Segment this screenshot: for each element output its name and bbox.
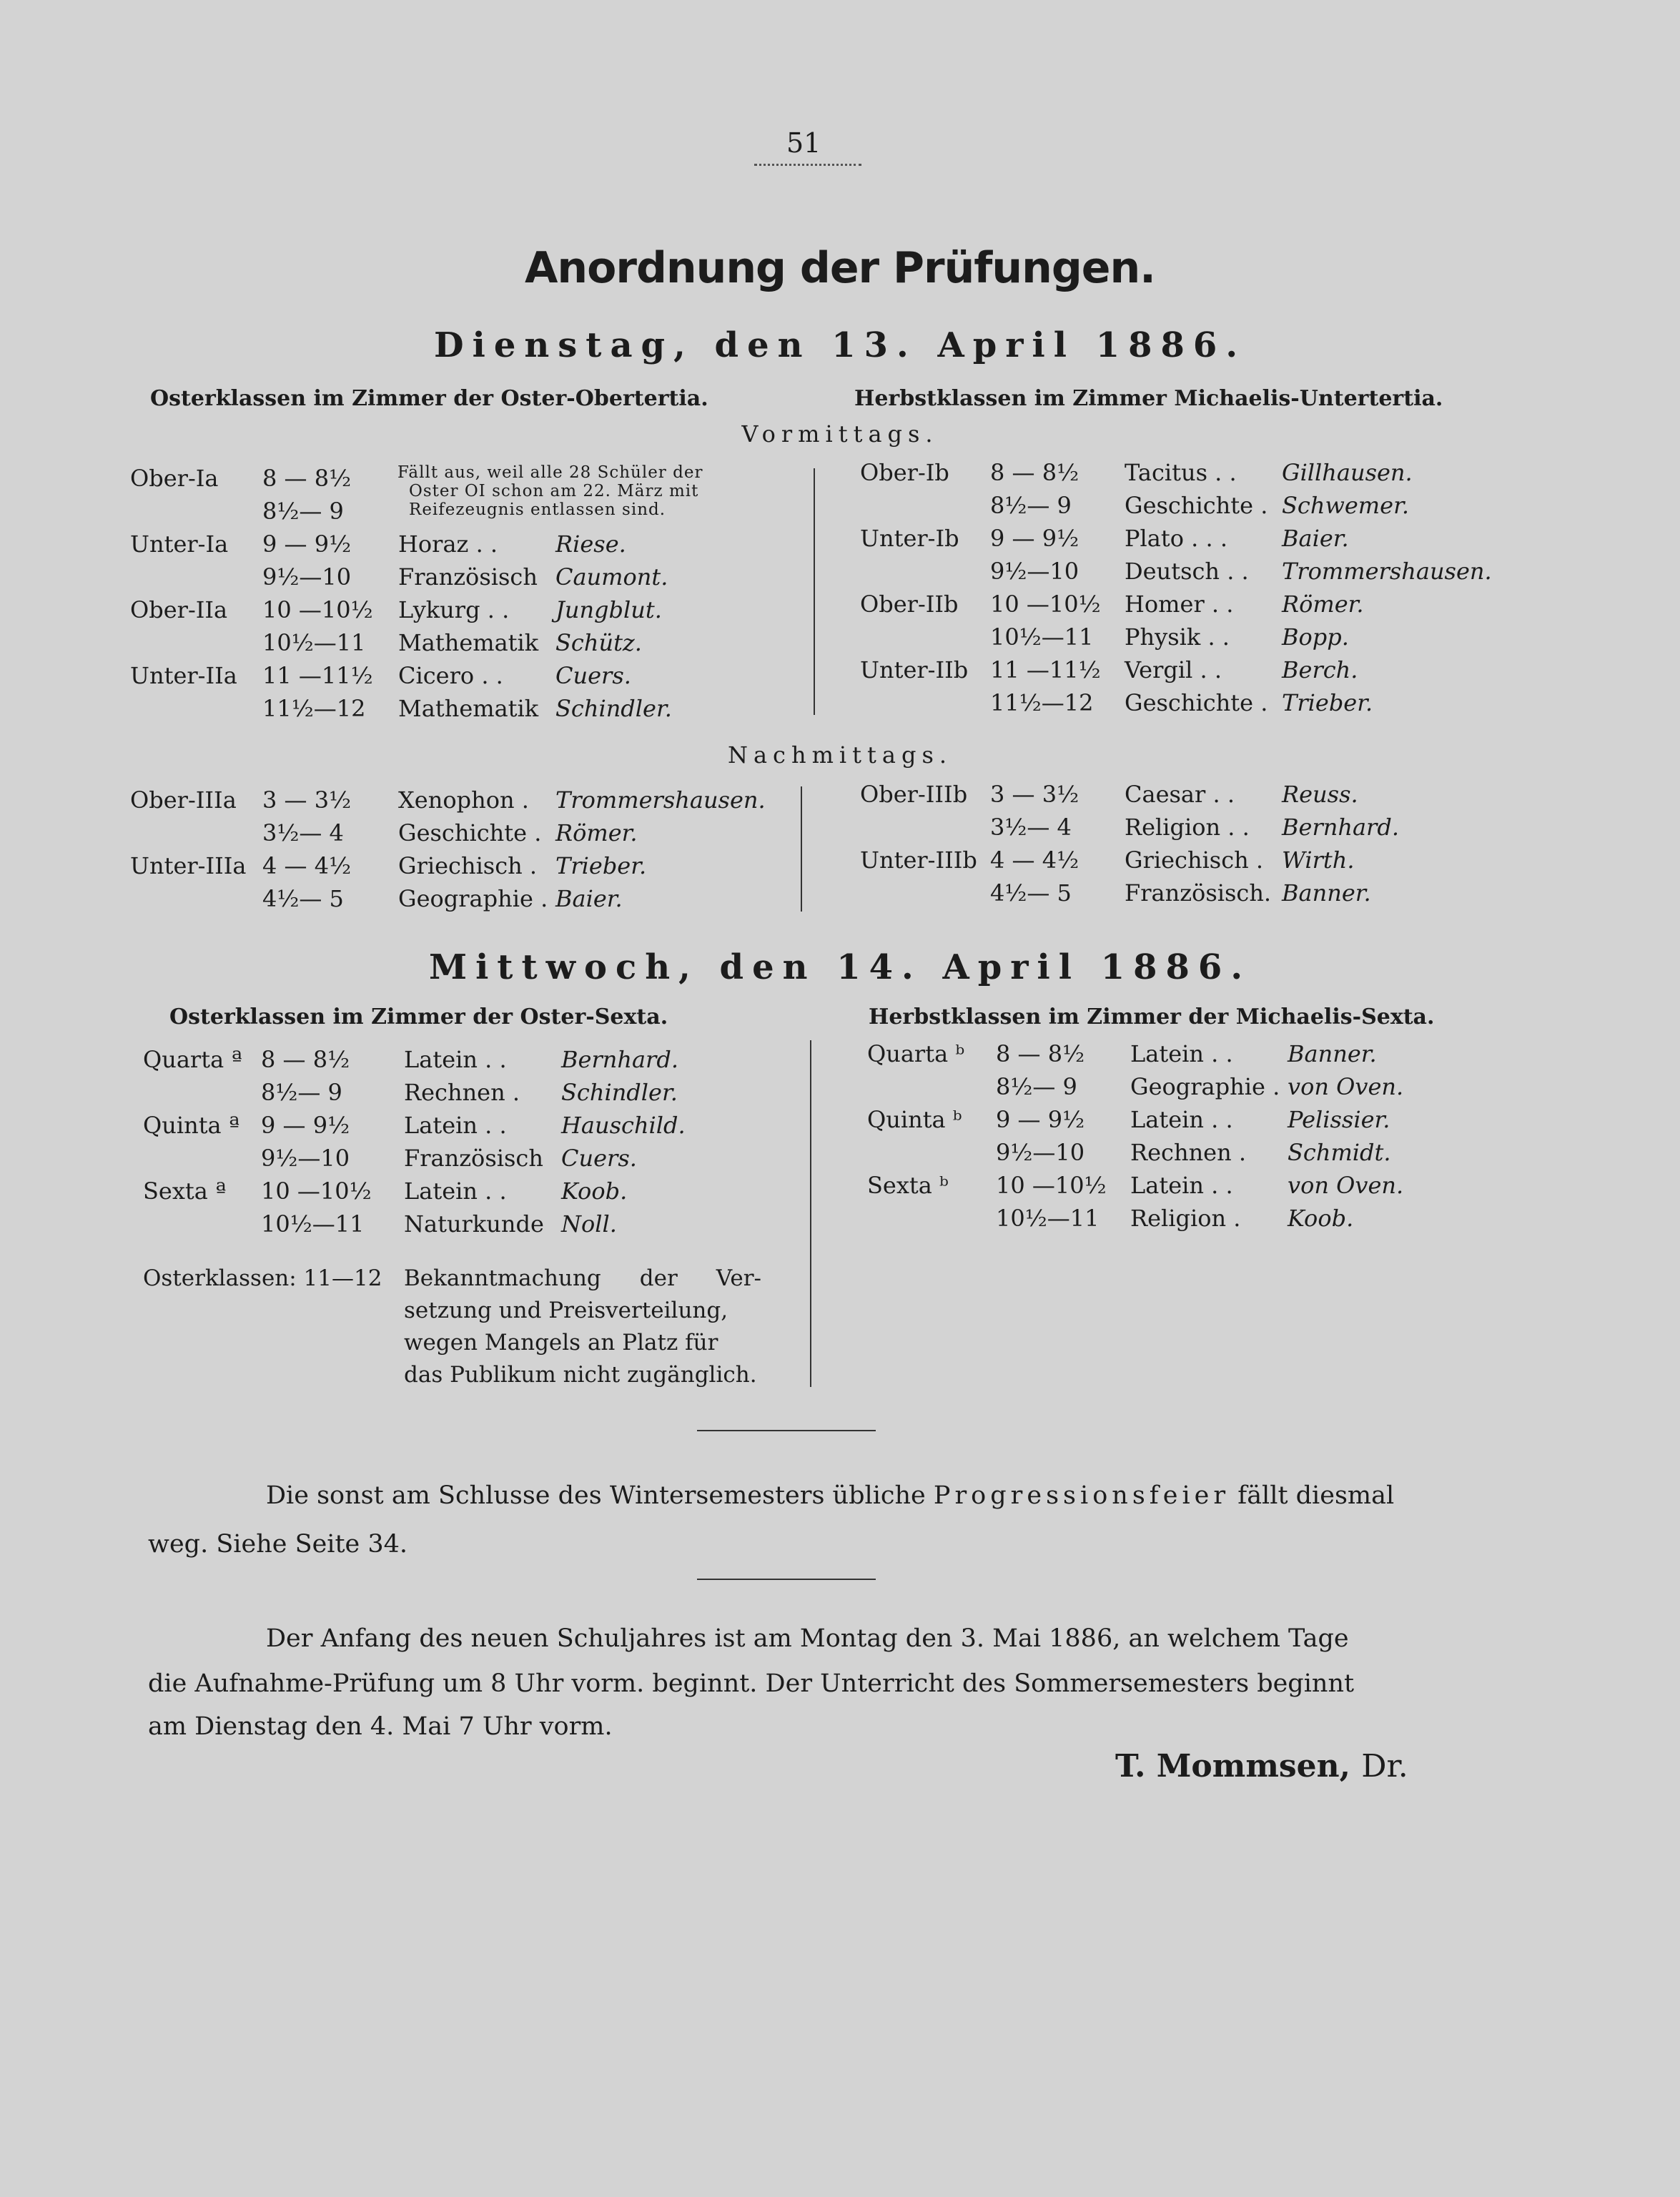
schedule-time: 9 — 9½ (996, 1106, 1085, 1133)
day1-right-heading: Herbstklassen im Zimmer Michaelis-Untertertia. (854, 386, 1443, 411)
schedule-teacher: Schindler. (561, 1079, 678, 1106)
schedule-subject: Griechisch . (1125, 846, 1264, 874)
schedule-subject: Tacitus . . (1125, 459, 1237, 486)
schedule-subject: Vergil . . (1125, 656, 1222, 683)
schedule-time: 9½—10 (996, 1139, 1085, 1166)
schedule-time: 11½—12 (990, 689, 1094, 716)
closing-line-1: Bekanntmachung der Ver- (404, 1265, 761, 1291)
schedule-time: 4½— 5 (262, 885, 344, 912)
schedule-time: 8 — 8½ (996, 1040, 1085, 1067)
schedule-subject: Latein . . (404, 1178, 507, 1205)
day2-right-heading: Herbstklassen im Zimmer der Michaelis-Sexta. (869, 1004, 1435, 1030)
schedule-time: 10 —10½ (262, 596, 373, 623)
schedule-subject: Griechisch . (398, 852, 538, 879)
paragraph1-text-a: Die sonst am Schlusse des Wintersemesters übliche (266, 1481, 926, 1510)
schedule-time: 10½—11 (996, 1205, 1100, 1232)
schedule-teacher: Cuers. (561, 1145, 637, 1172)
exam-note-line-3: Reifezeugnis entlassen sind. (409, 500, 666, 519)
schedule-time: 4 — 4½ (262, 852, 352, 879)
schedule-cls: Ober-Ia (130, 465, 219, 492)
schedule-time: 3½— 4 (262, 819, 344, 846)
schedule-subject: Latein . . (1130, 1106, 1233, 1133)
schedule-cls: Unter-Ia (130, 530, 229, 558)
schedule-teacher: Caumont. (555, 563, 668, 591)
schedule-time: 8½— 9 (996, 1073, 1077, 1100)
schedule-cls: Quinta ᵇ (867, 1106, 962, 1133)
schedule-time: 8½— 9 (990, 492, 1072, 519)
schedule-teacher: Bopp. (1282, 623, 1349, 651)
schedule-subject: Latein . . (1130, 1172, 1233, 1199)
schedule-time: 9½—10 (261, 1145, 350, 1172)
schedule-subject: Physik . . (1125, 623, 1230, 651)
schedule-teacher: Trommershausen. (1282, 558, 1492, 585)
schedule-time: 8½— 9 (262, 498, 344, 525)
schedule-cls: Ober-IIa (130, 596, 228, 623)
schedule-cls: Unter-IIIa (130, 852, 247, 879)
schedule-subject: Horaz . . (398, 530, 498, 558)
signature-name: T. Mommsen, (1115, 1748, 1350, 1784)
closing-line-2: setzung und Preisverteilung, (404, 1298, 728, 1323)
day1-title: Dienstag, den 13. April 1886. (433, 325, 1247, 365)
schedule-teacher: Trommershausen. (555, 786, 766, 814)
schedule-cls: Sexta ᵇ (867, 1172, 949, 1199)
schedule-teacher: Römer. (1282, 591, 1364, 618)
schedule-teacher: Baier. (555, 885, 623, 912)
schedule-cls: Quarta ª (143, 1046, 242, 1073)
schedule-cls: Unter-IIb (860, 656, 969, 683)
schedule-time: 8 — 8½ (262, 465, 352, 492)
schedule-teacher: Koob. (1288, 1205, 1354, 1232)
day2-left-heading: Osterklassen im Zimmer der Oster-Sexta. (169, 1004, 668, 1030)
schedule-subject: Geschichte . (1125, 492, 1268, 519)
schedule-teacher: Banner. (1288, 1040, 1377, 1067)
separator-rule (697, 1430, 876, 1431)
schedule-teacher: Trieber. (555, 852, 647, 879)
signature-title: Dr. (1361, 1748, 1408, 1784)
column-divider (810, 1040, 811, 1387)
page-title: Anordnung der Prüfungen. (525, 243, 1155, 293)
exam-note-line-1: Fällt aus, weil alle 28 Schüler der (397, 463, 703, 482)
paragraph1-line2: weg. Siehe Seite 34. (148, 1530, 408, 1559)
schedule-time: 8 — 8½ (261, 1046, 350, 1073)
paragraph1-line1 (266, 1481, 1394, 1510)
signature (1115, 1748, 1408, 1784)
schedule-cls: Unter-IIa (130, 662, 237, 689)
schedule-cls: Ober-IIb (860, 591, 959, 618)
schedule-time: 10 —10½ (996, 1172, 1107, 1199)
paragraph2-line3: am Dienstag den 4. Mai 7 Uhr vorm. (148, 1712, 613, 1741)
schedule-teacher: Schindler. (555, 695, 672, 722)
schedule-subject: Latein . . (404, 1046, 507, 1073)
schedule-teacher: Noll. (561, 1210, 617, 1238)
schedule-teacher: Baier. (1282, 525, 1349, 552)
column-divider (801, 786, 802, 912)
schedule-cls: Unter-IIIb (860, 846, 977, 874)
schedule-time: 8½— 9 (261, 1079, 342, 1106)
schedule-teacher: Trieber. (1282, 689, 1373, 716)
schedule-subject: Geographie . (398, 885, 548, 912)
schedule-subject: Latein . . (1130, 1040, 1233, 1067)
page-number-underline (754, 161, 861, 166)
schedule-cls: Sexta ª (143, 1178, 227, 1205)
page-number: 51 (786, 127, 821, 159)
schedule-teacher: Banner. (1282, 879, 1371, 907)
schedule-subject: Deutsch . . (1125, 558, 1249, 585)
schedule-teacher: Reuss. (1282, 781, 1358, 808)
schedule-subject: Religion . (1130, 1205, 1241, 1232)
schedule-teacher: Schmidt. (1288, 1139, 1391, 1166)
progressionsfeier-term: Progressionsfeier (933, 1481, 1230, 1510)
paragraph2-line1: Der Anfang des neuen Schuljahres ist am Montag den 3. Mai 1886, an welchem Tage (266, 1624, 1349, 1653)
schedule-teacher: Wirth. (1282, 846, 1355, 874)
schedule-teacher: Römer. (555, 819, 638, 846)
schedule-time: 9 — 9½ (262, 530, 352, 558)
separator-rule (697, 1579, 876, 1580)
schedule-time: 9½—10 (990, 558, 1079, 585)
schedule-time: 3 — 3½ (262, 786, 352, 814)
schedule-time: 3½— 4 (990, 814, 1072, 841)
schedule-time: 9 — 9½ (990, 525, 1079, 552)
schedule-teacher: von Oven. (1288, 1073, 1404, 1100)
schedule-teacher: Hauschild. (561, 1112, 686, 1139)
schedule-cls: Quinta ª (143, 1112, 239, 1139)
schedule-subject: Geographie . (1130, 1073, 1280, 1100)
schedule-time: 8 — 8½ (990, 459, 1079, 486)
schedule-subject: Mathematik (398, 629, 539, 656)
schedule-subject: Naturkunde (404, 1210, 544, 1238)
schedule-time: 10 —10½ (990, 591, 1101, 618)
schedule-time: 9 — 9½ (261, 1112, 350, 1139)
schedule-teacher: Koob. (561, 1178, 628, 1205)
closing-label: Osterklassen: 11—12 (143, 1265, 382, 1291)
schedule-teacher: Schwemer. (1282, 492, 1410, 519)
day1-left-heading: Osterklassen im Zimmer der Oster-Obertertia. (150, 386, 708, 411)
schedule-subject: Xenophon . (398, 786, 529, 814)
schedule-teacher: Cuers. (555, 662, 631, 689)
day2-title: Mittwoch, den 14. April 1886. (428, 947, 1252, 987)
schedule-time: 4½— 5 (990, 879, 1072, 907)
schedule-time: 10½—11 (262, 629, 366, 656)
schedule-time: 3 — 3½ (990, 781, 1079, 808)
column-divider (814, 468, 815, 715)
schedule-teacher: Schütz. (555, 629, 642, 656)
schedule-teacher: Riese. (555, 530, 626, 558)
schedule-subject: Plato . . . (1125, 525, 1227, 552)
schedule-time: 10 —10½ (261, 1178, 372, 1205)
schedule-teacher: Pelissier. (1288, 1106, 1390, 1133)
schedule-cls: Ober-IIIa (130, 786, 237, 814)
schedule-cls: Quarta ᵇ (867, 1040, 965, 1067)
schedule-subject: Homer . . (1125, 591, 1234, 618)
schedule-subject: Rechnen . (1130, 1139, 1247, 1166)
schedule-subject: Latein . . (404, 1112, 507, 1139)
schedule-subject: Rechnen . (404, 1079, 520, 1106)
schedule-subject: Französisch (398, 563, 538, 591)
closing-line-4: das Publikum nicht zugänglich. (404, 1362, 757, 1388)
schedule-time: 10½—11 (990, 623, 1094, 651)
schedule-subject: Französisch. (1125, 879, 1272, 907)
schedule-time: 10½—11 (261, 1210, 365, 1238)
morning-label: Vormittags. (741, 420, 939, 448)
schedule-cls: Ober-Ib (860, 459, 949, 486)
schedule-teacher: Bernhard. (1282, 814, 1399, 841)
schedule-teacher: Jungblut. (555, 596, 662, 623)
schedule-time: 11½—12 (262, 695, 366, 722)
schedule-time: 11 —11½ (262, 662, 373, 689)
paragraph1-text-b: fällt diesmal (1237, 1481, 1395, 1510)
schedule-subject: Geschichte . (398, 819, 542, 846)
schedule-time: 11 —11½ (990, 656, 1101, 683)
schedule-subject: Lykurg . . (398, 596, 510, 623)
paragraph2-line2: die Aufnahme-Prüfung um 8 Uhr vorm. beginnt. Der Unterricht des Sommersemesters beginnt (148, 1669, 1355, 1698)
exam-note-line-2: Oster OI schon am 22. März mit (409, 482, 699, 500)
schedule-subject: Geschichte . (1125, 689, 1268, 716)
schedule-teacher: Gillhausen. (1282, 459, 1413, 486)
schedule-teacher: Berch. (1282, 656, 1358, 683)
schedule-time: 4 — 4½ (990, 846, 1079, 874)
schedule-cls: Unter-Ib (860, 525, 959, 552)
schedule-subject: Französisch (404, 1145, 543, 1172)
schedule-teacher: von Oven. (1288, 1172, 1404, 1199)
schedule-subject: Cicero . . (398, 662, 503, 689)
schedule-subject: Religion . . (1125, 814, 1250, 841)
schedule-teacher: Bernhard. (561, 1046, 678, 1073)
afternoon-label: Nachmittags. (727, 741, 953, 769)
schedule-cls: Ober-IIIb (860, 781, 968, 808)
schedule-subject: Mathematik (398, 695, 539, 722)
schedule-subject: Caesar . . (1125, 781, 1235, 808)
schedule-time: 9½—10 (262, 563, 352, 591)
closing-line-3: wegen Mangels an Platz für (404, 1330, 718, 1356)
